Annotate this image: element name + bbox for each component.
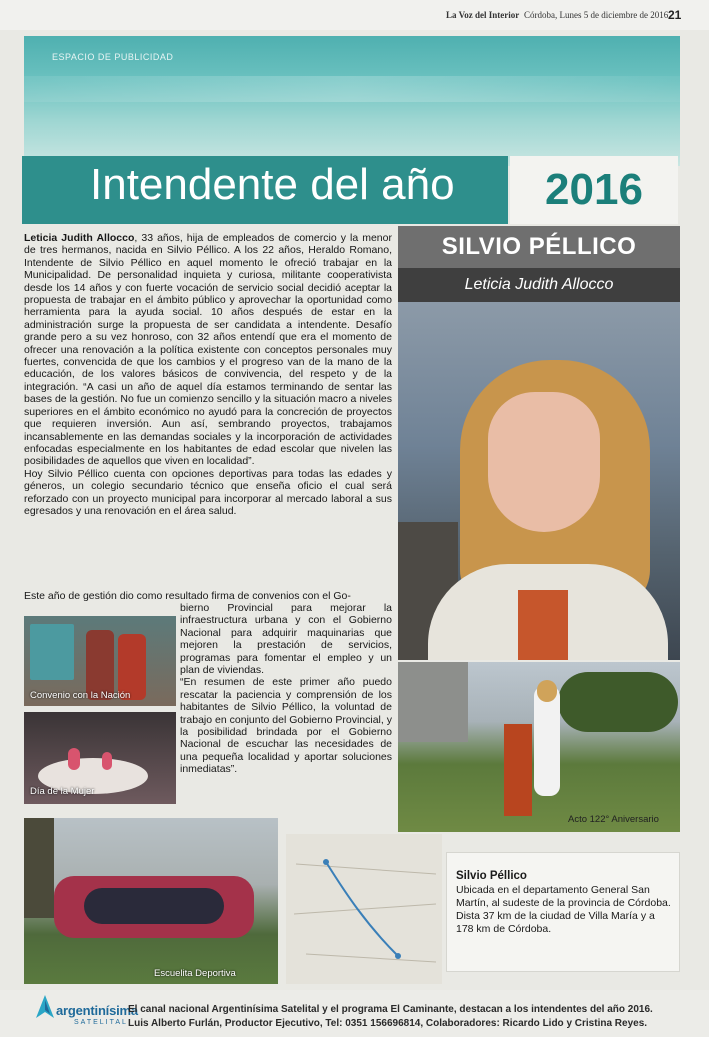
tree-trunk [24, 818, 54, 918]
map-marker-end [395, 953, 401, 959]
trees [558, 672, 678, 732]
caption-convenio: Convenio con la Nación [30, 690, 131, 701]
caption-acto: Acto 122° Aniversario [568, 814, 659, 825]
caption-dia: Día de la Mujer [30, 786, 95, 797]
map-poster [30, 624, 74, 680]
paragraph-3-start: Este año de gestión dio como resultado firma de convenios con el Go- [24, 590, 351, 602]
town-name: SILVIO PÉLLICO [441, 233, 637, 260]
article-body-col2 [180, 602, 392, 818]
issue-date: Córdoba, Lunes 5 de diciembre de 2016 [524, 10, 669, 20]
town-info-title: Silvio Péllico [456, 870, 527, 882]
photo-acto-aniversario [398, 662, 680, 832]
ad-label: ESPACIO DE PUBLICIDAD [52, 52, 174, 62]
town-info-body: Ubicada en el departamento General San Martín, al sudeste de la provincia de Córdoba. Dista 37 km de la ciudad de Villa María y a 178 km de Córdoba. [456, 884, 671, 935]
portrait-top [518, 590, 568, 660]
map-graphic [286, 834, 442, 984]
portrait-face [488, 392, 600, 532]
footer-credits-1: El canal nacional Argentinísima Satelital y el programa El Caminante, destacan a los intendentes del año 2016. [128, 1004, 653, 1015]
photo-dia-de-la-mujer [24, 712, 176, 804]
speaker-hair [537, 680, 557, 702]
lectern [504, 724, 532, 816]
footer-credits-2: Luis Alberto Furlán, Productor Ejecutivo, Tel: 0351 156696814, Colaboradores: Ricardo Lido y Cristina Reyes. [128, 1018, 648, 1029]
pink-decoration [68, 748, 80, 770]
paragraph-1-text: , 33 años, hija de empleados de comercio y la menor de tres hermanos, nacida en Silvio Péllico. A los 22 años, Heraldo Romano, Intendente de Silvio Péllico en aquel momento le ofreció trabajar en la Municipalidad. De personalidad inquieta y curiosa, militante cooperativista desde los 14 años y con fuerte vocación de servicio social decidió aceptar la propuesta de trabajar en el ámbito público y aprovechar la oportunidad como herramienta para la ayuda social. 10 años después de estar en la administración surge la propuesta de ser candidata a intendente. Desafío grande pero a su vez honroso, con 32 años entendí que era el momento de ofrecer una renovación a la política existente con conceptos personales muy fuertes, convencida de que los cambios y el progreso van de la mano de la educación, de los valores básicos de convivencia, del respeto y de la integración. “A casi un año de aquel día estamos terminando de sentar las bases de la gestión. No fue un comienzo sencillo y la situación macro a niveles superiores en el ámbito económico no ayudó para la concreción de proyectos que requieren inversión. Aun así, sembrando proyectos, trabajamos incansablemente en las demandas sociales y la incorporación de actividades enfocadas especialmente en los habitantes de edad escolar que nivelen las posibilidades de aquellos que viven en localidad”. [24, 232, 392, 468]
portrait-photo [398, 302, 680, 660]
logo-text: argentinísima [56, 1003, 138, 1018]
photo-escuelita-deportiva [24, 818, 278, 984]
building [398, 662, 468, 742]
page-title: Intendente del año [90, 160, 455, 209]
map-marker-start [323, 859, 329, 865]
paragraph-1 [24, 232, 392, 468]
paragraph-2: Hoy Silvio Péllico cuenta con opciones deportivas para todas las edades y géneros, un colegio secundario técnico que enseña oficio el cual será reforzado con un proyecto municipal para incorporar al mercado laboral a sus egresados y una renovación en el área salud. [24, 467, 392, 517]
title-year: 2016 [510, 156, 678, 224]
caption-escuelita: Escuelita Deportiva [154, 968, 236, 979]
photo-convenio [24, 616, 176, 706]
closing-quote: “En resumen de este primer año puedo rescatar la paciencia y comprensión de los habitantes de Silvio Péllico, la voluntad de trabajo en conjunto del Gobierno Provincial, y la posibilidad brindada por el Gobierno Nacional de escuchar las necesidades de una pequeña localidad y aportar soluciones inmediatas”. [180, 676, 392, 776]
lead-name: Leticia Judith Allocco [24, 232, 135, 244]
newspaper-name: La Voz del Interior [446, 10, 520, 20]
argentinisima-satellite-logo-icon [34, 994, 56, 1020]
page-number: 21 [668, 8, 682, 22]
logo-subtext: SATELITAL [74, 1019, 128, 1026]
paragraph-3-rest: bierno Provincial para mejorar la infraestructura urbana y con el Gobierno Nacional para adquirir maquinarias que mejoren la prestación de servicios, programas para fomentar el empleo y un plan de viviendas. [180, 602, 392, 677]
article-body [24, 232, 392, 598]
location-map [286, 834, 442, 984]
group-of-kids-dark [84, 888, 224, 924]
pink-decoration-2 [102, 752, 112, 770]
speaker [534, 686, 560, 796]
person-name: Leticia Judith Allocco [464, 276, 614, 293]
